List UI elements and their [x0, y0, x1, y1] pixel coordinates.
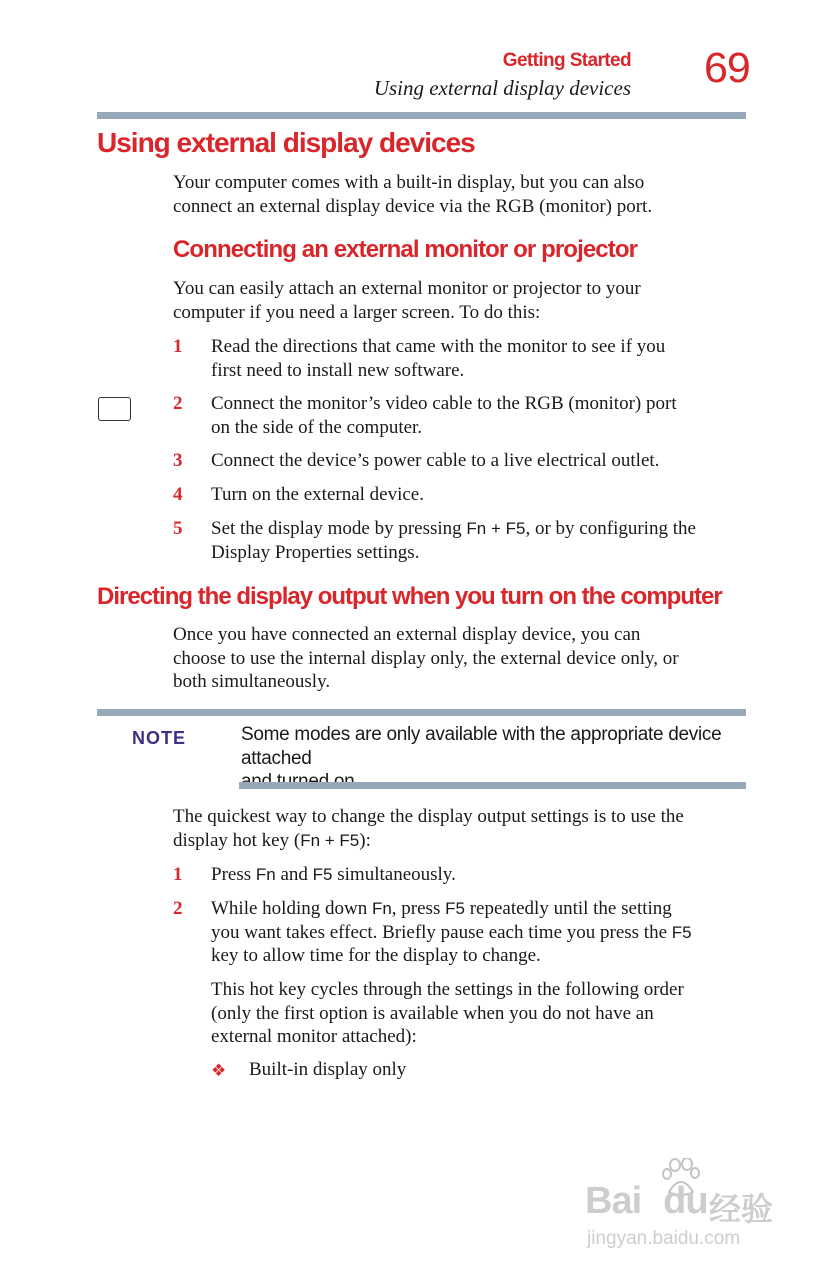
step-text [211, 863, 751, 887]
text-line: While holding down Fn, press F5 repeatedly until the setting [211, 898, 672, 919]
key-label: F5 [445, 899, 465, 918]
main-heading: Using external display devices [97, 127, 475, 158]
text-line: (only the first option is available when you do not have an [211, 1002, 654, 1024]
key-label: Fn + F5 [466, 519, 526, 538]
text-line: choose to use the internal display only, the external device only, or [173, 647, 679, 669]
step-text [211, 449, 751, 473]
directing-heading: Directing the display output when you turn on the computer [97, 583, 722, 610]
diamond-bullet-icon: ❖ [211, 1061, 227, 1080]
step-number: 4 [173, 484, 183, 505]
note-label: NOTE [132, 728, 187, 748]
watermark-brand: Bai du [585, 1180, 708, 1222]
step-number: 1 [173, 336, 183, 357]
text-line: first need to install new software. [211, 359, 465, 381]
step-number: 1 [173, 864, 183, 885]
header-rule [97, 112, 746, 119]
text-line: Some modes are only available with the appropriate device attached [241, 724, 722, 769]
running-header-subsection: Using external display devices [373, 76, 631, 100]
step-text [211, 897, 756, 968]
text-line: connect an external display device via the RGB (monitor) port. [173, 195, 653, 217]
cycle-paragraph [211, 978, 756, 1049]
key-label: F5 [671, 922, 692, 942]
bullet-item: Built-in display only [249, 1059, 407, 1080]
note-top-rule [97, 709, 746, 716]
text-line: Display Properties settings. [211, 541, 420, 563]
note-bottom-rule [239, 782, 746, 789]
text-line: display hot key (Fn + F5): [173, 829, 371, 851]
text-line: on the side of the computer. [211, 416, 423, 438]
watermark-url: jingyan.baidu.com [587, 1228, 741, 1249]
text-line: Press Fn and F5 simultaneously. [211, 864, 456, 885]
step-text [211, 392, 751, 439]
step-number: 3 [173, 450, 183, 471]
text-line: Read the directions that came with the monitor to see if you [211, 336, 666, 357]
text-line: You can easily attach an external monitor or projector to your [173, 278, 641, 299]
directing-paragraph [173, 623, 753, 694]
connect-heading: Connecting an external monitor or projector [173, 236, 638, 263]
baidu-watermark [583, 1158, 773, 1258]
connect-intro [173, 277, 753, 324]
key-label: Fn [255, 865, 276, 884]
text-line: computer if you need a larger screen. To do this: [173, 301, 541, 323]
key-label: Fn + F5 [300, 830, 360, 850]
text-line: Turn on the external device. [211, 484, 424, 505]
key-label: F5 [312, 865, 333, 884]
text-line: external monitor attached): [211, 1026, 417, 1047]
text-line: key to allow time for the display to change. [211, 945, 541, 966]
intro-paragraph [173, 171, 753, 218]
step-number: 2 [173, 898, 183, 919]
step-number: 5 [173, 518, 183, 539]
step-text [211, 335, 751, 382]
text-line: Connect the monitor’s video cable to the RGB (monitor) port [211, 393, 677, 414]
step-text [211, 517, 756, 564]
computer-margin-icon [98, 397, 131, 421]
watermark-tag: 经验 [709, 1191, 774, 1227]
text-line: This hot key cycles through the settings in the following order [211, 979, 684, 1000]
step-number: 2 [173, 393, 183, 414]
text-line: Your computer comes with a built-in display, but you can also [173, 172, 645, 193]
page-number: 69 [704, 44, 750, 92]
key-label: Fn [371, 899, 392, 918]
step-text [211, 483, 751, 507]
text-line: The quickest way to change the display output settings is to use the [173, 806, 684, 827]
hotkey-intro [173, 805, 753, 852]
text-line: you want takes effect. Briefly pause each time you press the F5 [211, 921, 692, 943]
text-line: Once you have connected an external display device, you can [173, 624, 641, 645]
running-header-section: Getting Started [502, 50, 631, 71]
text-line: both simultaneously. [173, 671, 331, 692]
text-line: Set the display mode by pressing Fn + F5, or by configuring the [211, 518, 696, 539]
text-line: Connect the device’s power cable to a live electrical outlet. [211, 450, 660, 471]
